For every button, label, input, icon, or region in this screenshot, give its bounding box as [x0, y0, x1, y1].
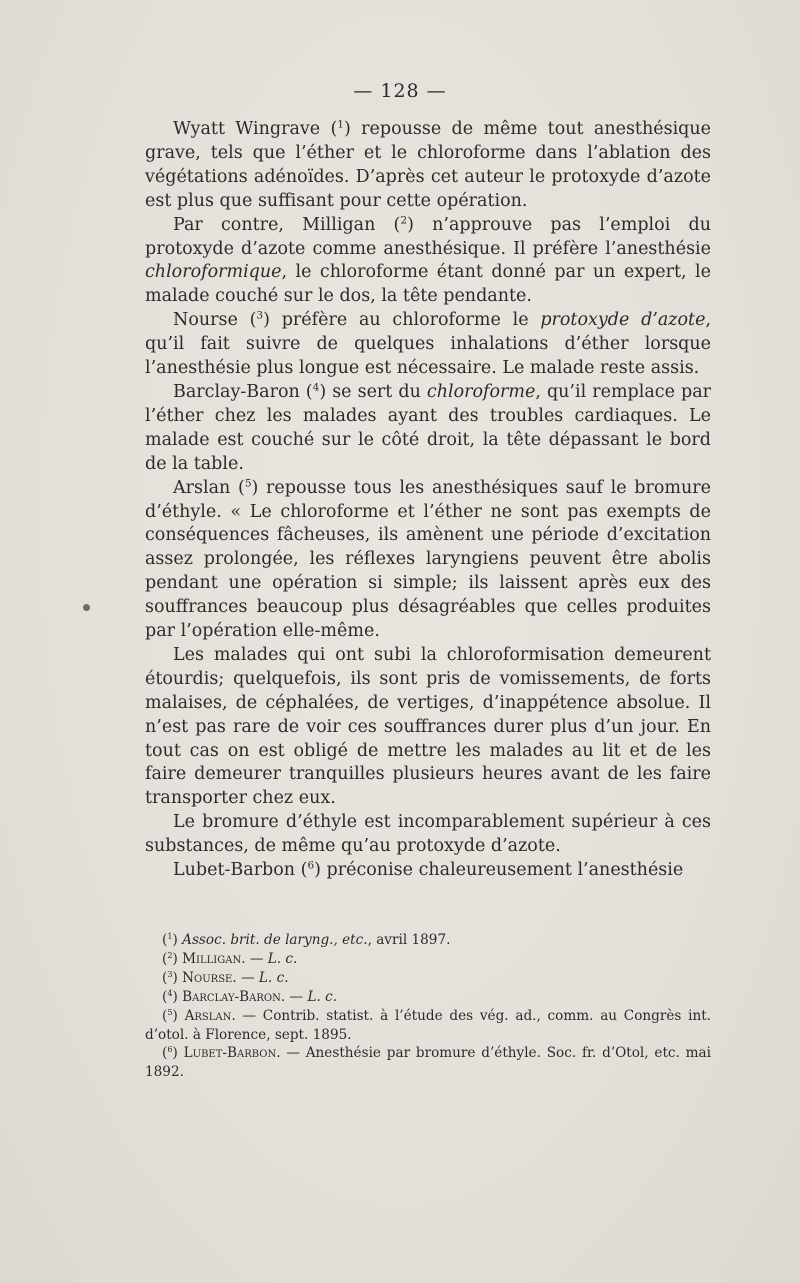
text-run: . —: [241, 950, 268, 967]
footnote-ref: 6: [307, 859, 315, 872]
author-name: Arslan: [184, 1007, 232, 1024]
paragraph: [145, 381, 711, 477]
italic-text: L. c.: [307, 988, 338, 1005]
footnote-ref: 5: [244, 477, 252, 490]
text-run: (: [162, 988, 168, 1005]
text-run: (: [162, 1045, 168, 1062]
footnotes: [145, 931, 711, 1082]
paragraph: [145, 859, 711, 883]
italic-text: L. c.: [267, 950, 298, 967]
text-run: (: [162, 932, 168, 948]
author-name: Nourse: [182, 969, 233, 986]
paragraph: [145, 118, 711, 214]
text-run: Par contre, Milligan (: [173, 214, 401, 235]
footnote-ref: 5: [167, 1006, 173, 1017]
text-run: (: [162, 969, 168, 986]
footnote: [145, 950, 711, 969]
italic-text: chloroformique: [145, 262, 282, 283]
text-run: ) repousse de même tout anesthésique grave, tels que l’éther et le chloroforme dans l’ablation des végétations adénoïdes. D’après cet auteur le protoxyde d’azote est plus que suffisant pour cette opération.: [145, 119, 711, 211]
text-run: ) préfère au chloroforme le: [263, 310, 541, 331]
text-run: . — Contrib. statist. à l’étude des vég. ad., comm. au Congrès int. d’otol. à Florence, sept. 1895.: [145, 1007, 711, 1043]
footnote: [145, 988, 711, 1007]
paragraph: [145, 477, 711, 644]
text-run: ) préconise chaleureusement l’anesthésie: [314, 860, 684, 881]
text-run: (: [162, 1007, 168, 1024]
text-run: Nourse (: [173, 310, 257, 331]
footnote-ref: 2: [400, 214, 408, 227]
text-run: Arslan (: [173, 477, 245, 498]
footnote-ref: 3: [256, 309, 264, 322]
text-run: (: [162, 950, 168, 967]
text-run: Barclay-Baron (: [173, 381, 313, 402]
text-run: . — Anesthésie par bromure d’éthyle. Soc. fr. d’Otol, etc. mai 1892.: [145, 1045, 711, 1081]
text-run: ) se sert du: [319, 381, 427, 402]
footnote: [145, 969, 711, 988]
text-run: Lubet-Barbon (: [173, 860, 308, 881]
italic-text: L. c.: [258, 969, 289, 986]
text-run: ) n’approuve pas l’emploi du protoxyde d’azote comme anesthésique. Il préfère l’anesthésie: [145, 214, 711, 259]
paragraph: [145, 811, 711, 859]
author-name: Lubet-Barbon: [183, 1045, 277, 1062]
footnote-ref: 4: [167, 987, 173, 998]
text-run: , qu’il fait suivre de quelques inhalations d’éther lorsque l’anesthésie plus longue est nécessaire. Le malade reste assis.: [145, 310, 711, 379]
footnote-ref: 1: [167, 931, 173, 942]
footnote: [145, 1007, 711, 1045]
author-name: Milligan: [182, 950, 242, 967]
ink-spot: [83, 604, 90, 611]
paragraph: [145, 644, 711, 811]
text-run: Les malades qui ont subi la chloroformisation demeurent étourdis; quelquefois, ils sont pris de vomissements, de forts malaises, de céphalées, de vertiges, d’inappétence absolue. Il n’est pas rare de voir ces souffrances durer plus d’un jour. En tout cas on est obligé de mettre les malades au lit et de les faire demeurer tranquilles plusieurs heures avant de les faire transporter chez eux.: [145, 644, 711, 809]
text-run: ): [172, 1007, 185, 1024]
text-run: ): [172, 988, 183, 1005]
italic-text: chloroforme: [426, 381, 536, 402]
footnote-ref: 3: [167, 968, 173, 979]
body-text: [145, 118, 711, 883]
page-number: — 128 —: [353, 80, 447, 102]
text-run: Le bromure d’éthyle est incomparablement supérieur à ces substances, de même qu’au protoxyde d’azote.: [145, 812, 711, 857]
footnote-ref: 1: [337, 118, 344, 131]
text-run: ): [172, 969, 183, 986]
paragraph: [145, 309, 711, 381]
italic-text: Assoc. brit. de laryng., etc.: [182, 932, 368, 948]
paragraph: [145, 214, 711, 310]
text-run: , qu’il remplace par l’éther chez les malades ayant des troubles cardiaques. Le malade est couché sur le côté droit, la tête dépassant le bord de la table.: [145, 381, 711, 474]
text-run: , le chloroforme étant donné par un expert, le malade couché sur le dos, la tête pendante.: [145, 262, 711, 307]
italic-text: protoxyde d’azote: [540, 310, 706, 331]
footnote: [145, 1044, 711, 1082]
text-run: . —: [280, 988, 308, 1005]
text-run: Wyatt Wingrave (: [173, 119, 338, 139]
text-run: ) repousse tous les anesthésiques sauf le bromure d’éthyle. « Le chloroforme et l’éther ne sont pas exempts de conséquences fâcheuses, ils amènent une période d’excitation assez prolongée, les réflexes laryngiens peuvent être abolis pendant une opération si simple; ils laissent après eux des souffrances beaucoup plus désagréables que celles produites par l’opération elle-même.: [145, 477, 711, 642]
author-name: Barclay-Baron: [182, 988, 281, 1005]
text-run: . —: [232, 969, 259, 986]
text-run: ): [172, 1045, 184, 1062]
footnote: [145, 931, 711, 950]
footnote-ref: 4: [312, 381, 320, 394]
text-run: ): [172, 932, 183, 948]
footnote-ref: 6: [167, 1044, 173, 1055]
text-run: ): [172, 950, 183, 967]
text-run: , avril 1897.: [367, 932, 451, 948]
footnote-ref: 2: [167, 950, 173, 961]
